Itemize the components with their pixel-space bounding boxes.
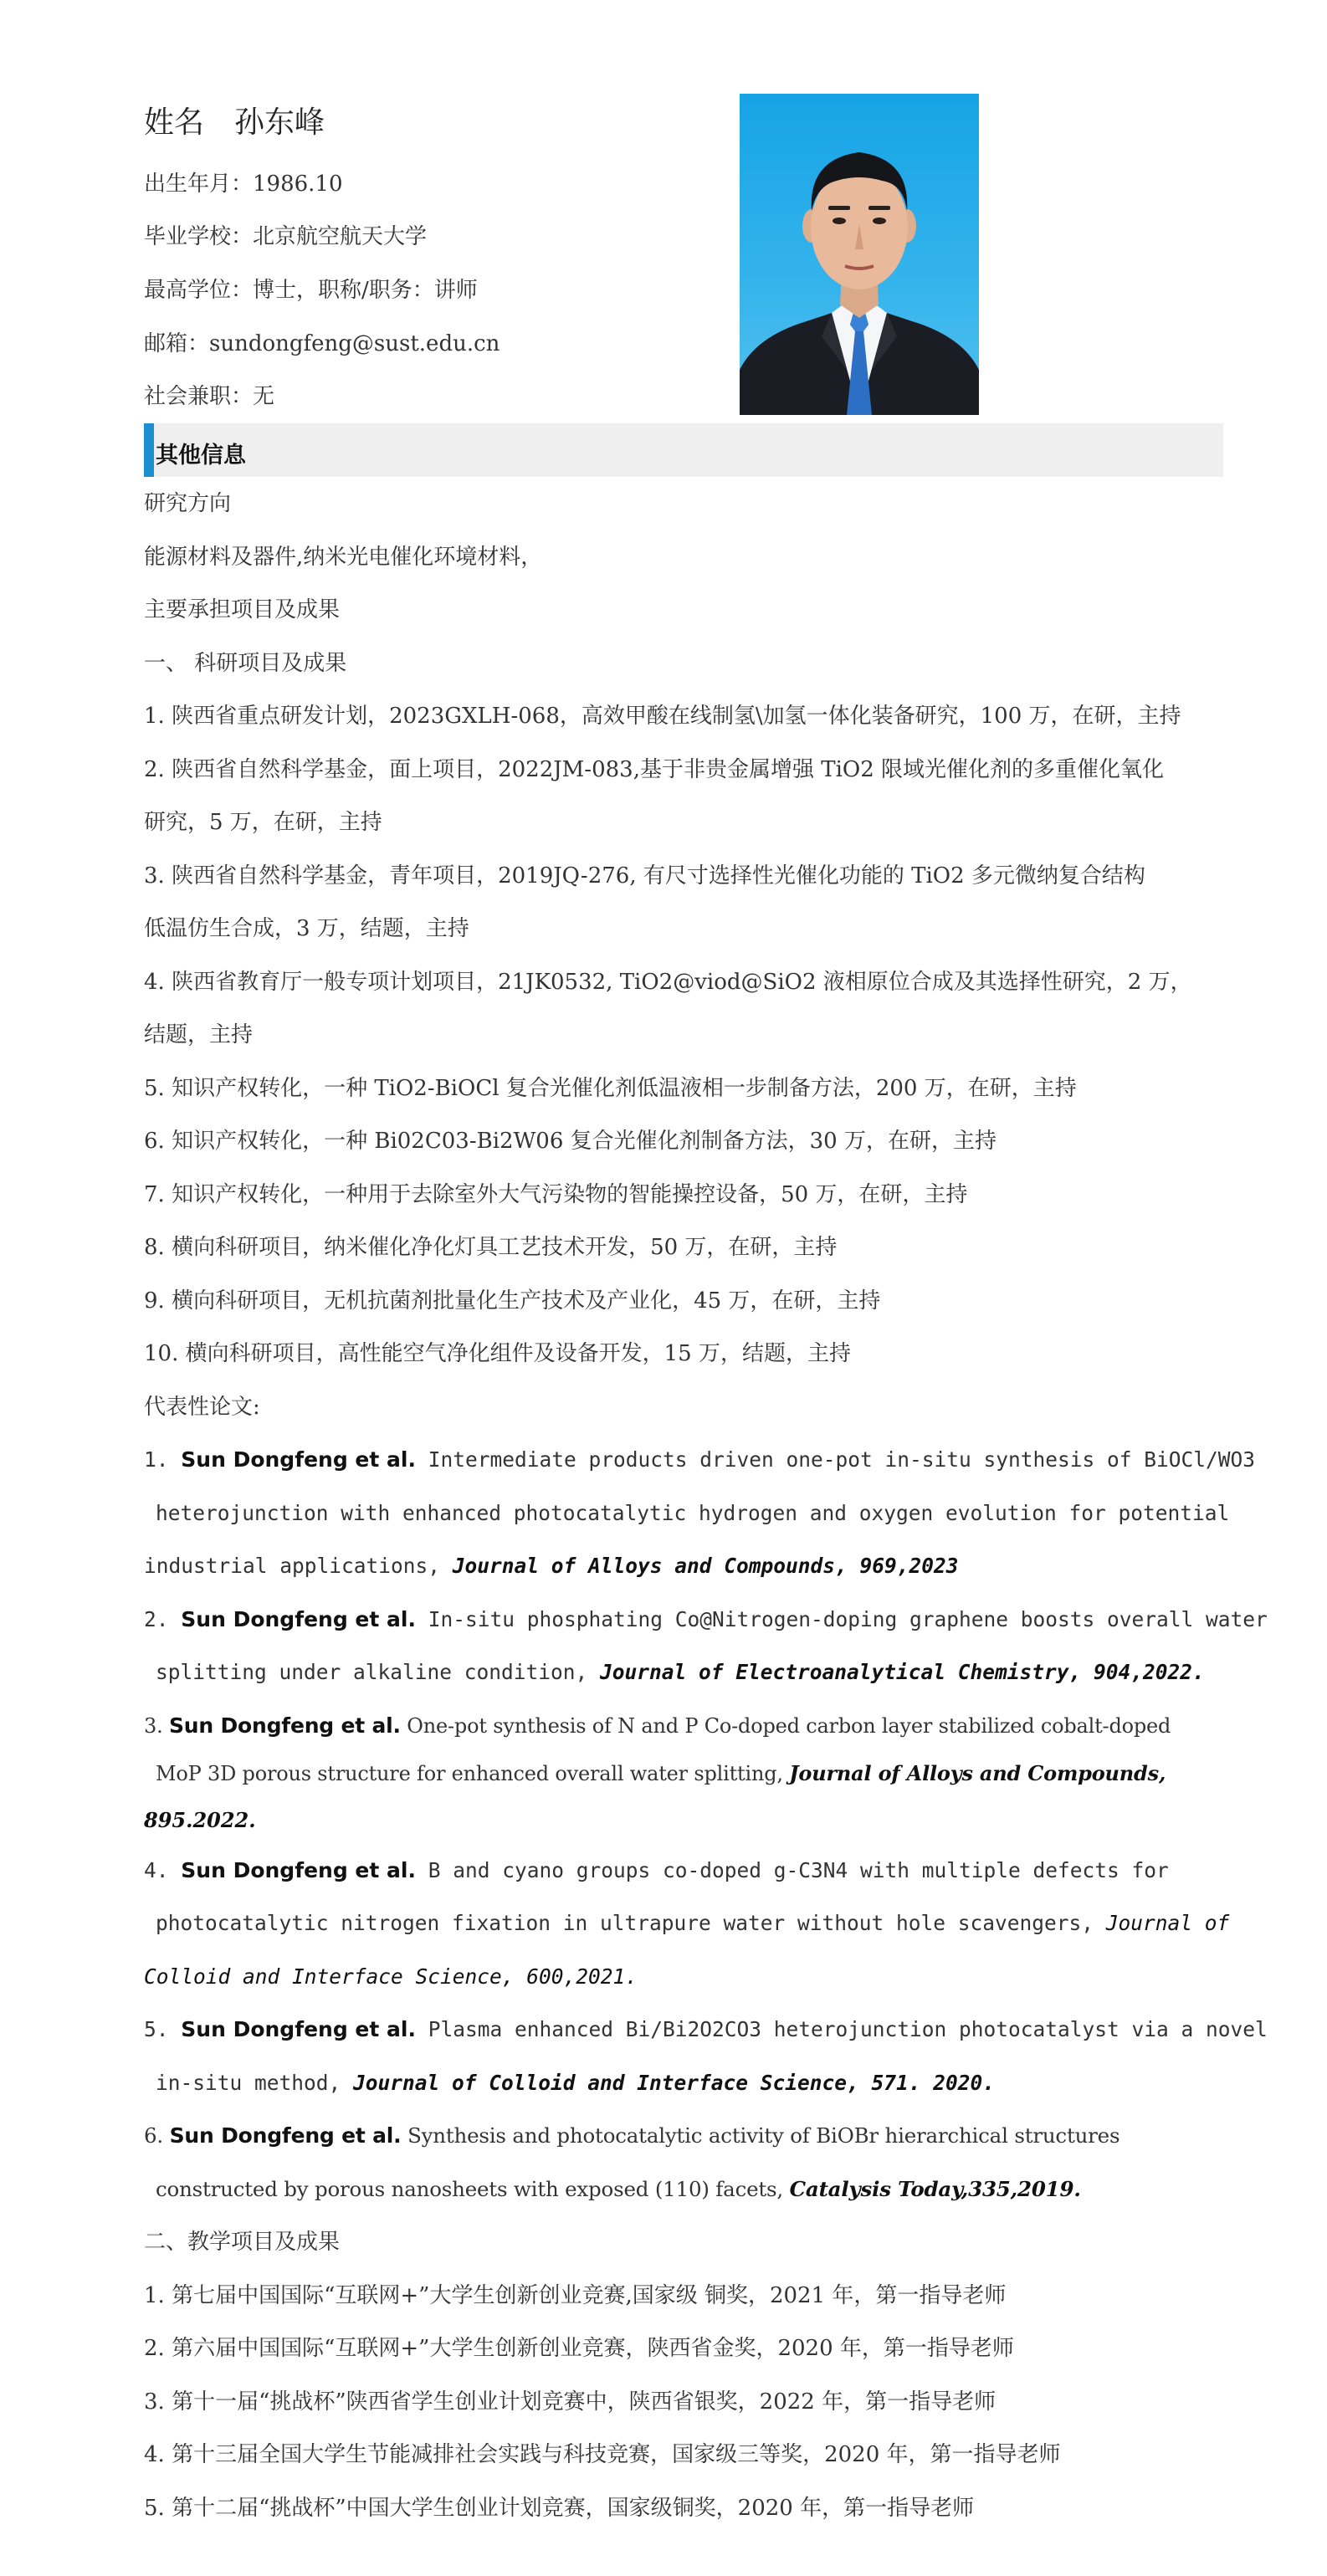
name-heading: [144, 99, 325, 141]
paper-title: One-pot synthesis of N and P Co-doped carbon layer stabilized cobalt-doped: [407, 1714, 1171, 1738]
section-title: 其他信息: [156, 443, 246, 469]
paper-author: Sun Dongfeng et al.: [181, 1607, 416, 1631]
paper-journal: Journal of Colloid and Interface Science, 571. 2020.: [353, 2071, 996, 2095]
project-item-continued: 低温仿生合成，3 万，结题，主持: [144, 916, 469, 941]
paper-item-continued: in-situ method, Journal of Colloid and Interface Science, 571. 2020.: [156, 2071, 996, 2095]
paper-item-continued: Colloid and Interface Science, 600,2021.: [144, 1964, 638, 1989]
paper-journal: Catalysis Today,335,2019.: [789, 2177, 1081, 2201]
paper-item-continued: splitting under alkaline condition, Journal of Electroanalytical Chemistry, 904,2022.: [156, 1660, 1205, 1684]
paper-title: Plasma enhanced Bi/Bi2O2CO3 heterojunction photocatalyst via a novel: [428, 2017, 1268, 2041]
profile-photo: [740, 94, 979, 415]
paper-item: 5. Sun Dongfeng et al. Plasma enhanced Bi/Bi2O2CO3 heterojunction photocatalyst via a novel: [144, 2017, 1268, 2041]
section-header-other-info: [144, 423, 1223, 477]
paper-author: Sun Dongfeng et al.: [181, 1447, 416, 1472]
portrait-illustration: [740, 94, 979, 415]
teaching-item: 4. 第十三届全国大学生节能减排社会实践与科技竞赛，国家级三等奖，2020 年，第一指导老师: [144, 2442, 1061, 2467]
school-line: 毕业学校：北京航空航天大学: [144, 224, 428, 249]
project-item: 6. 知识产权转化，一种 Bi02C03-Bi2W06 复合光催化剂制备方法，30 万，在研，主持: [144, 1129, 997, 1154]
projects-heading: 主要承担项目及成果: [144, 597, 341, 622]
paper-author: Sun Dongfeng et al.: [168, 1713, 401, 1738]
paper-item-continued: heterojunction with enhanced photocatalytic hydrogen and oxygen evolution for potential: [156, 1501, 1230, 1525]
section-accent-bar: [144, 423, 154, 477]
teaching-item: 5. 第十二届“挑战杯”中国大学生创业计划竞赛，国家级铜奖，2020 年，第一指导老师: [144, 2496, 975, 2521]
project-item: 1. 陕西省重点研发计划，2023GXLH-068，高效甲酸在线制氢\加氢一体化装备研究，100 万，在研，主持: [144, 704, 1181, 729]
research-heading: 研究方向: [144, 491, 232, 516]
birth-line: 出生年月：1986.10: [144, 172, 343, 197]
paper-journal: Journal of Alloys and Compounds, 969,2023: [452, 1554, 959, 1578]
project-item: 4. 陕西省教育厅一般专项计划项目，21JK0532, TiO2@viod@SiO2 液相原位合成及其选择性研究，2 万，: [144, 970, 1192, 995]
name-value: 孙东峰: [234, 105, 325, 140]
paper-item: 1. Sun Dongfeng et al. Intermediate products driven one-pot in-situ synthesis of BiOCl/WO3: [144, 1447, 1256, 1472]
paper-title: Intermediate products driven one-pot in-situ synthesis of BiOCl/WO3: [428, 1447, 1256, 1472]
project-item-continued: 结题，主持: [144, 1022, 254, 1047]
project-item: 2. 陕西省自然科学基金，面上项目，2022JM-083,基于非贵金属增强 TiO2 限域光催化剂的多重催化氧化: [144, 757, 1165, 782]
project-item: 5. 知识产权转化，一种 TiO2-BiOCl 复合光催化剂低温液相一步制备方法，200 万，在研，主持: [144, 1076, 1077, 1101]
project-item: 3. 陕西省自然科学基金，青年项目，2019JQ-276, 有尺寸选择性光催化功能的 TiO2 多元微纳复合结构: [144, 863, 1145, 889]
teaching-item: 3. 第十一届“挑战杯”陕西省学生创业计划竞赛中，陕西省银奖，2022 年，第一指导老师: [144, 2389, 997, 2415]
project-item-continued: 研究，5 万，在研，主持: [144, 810, 382, 835]
paper-title: In-situ phosphating Co@Nitrogen-doping graphene boosts overall water: [428, 1607, 1268, 1631]
paper-item-continued: 895.2022.: [144, 1808, 256, 1832]
project-item: 10. 横向科研项目，高性能空气净化组件及设备开发，15 万，结题，主持: [144, 1341, 851, 1366]
email-line: 邮箱：sundongfeng@sust.edu.cn: [144, 331, 500, 356]
paper-item-continued: constructed by porous nanosheets with exposed (110) facets, Catalysis Today,335,2019.: [156, 2177, 1081, 2201]
project-item: 9. 横向科研项目，无机抗菌剂批量化生产技术及产业化，45 万，在研，主持: [144, 1288, 881, 1314]
project-item: 7. 知识产权转化，一种用于去除室外大气污染物的智能操控设备，50 万，在研，主持: [144, 1182, 968, 1207]
degree-line: 最高学位：博士，职称/职务：讲师: [144, 278, 478, 303]
paper-journal: Journal of Alloys and Compounds,: [789, 1761, 1166, 1785]
teaching-item: 2. 第六届中国国际“互联网+”大学生创新创业竞赛，陕西省金奖，2020 年，第一指导老师: [144, 2336, 1014, 2361]
paper-item-continued: photocatalytic nitrogen fixation in ultrapure water without hole scavengers, Journal of: [156, 1911, 1230, 1935]
teaching-item: 1. 第七届中国国际“互联网+”大学生创新创业竞赛,国家级 铜奖，2021 年，第一指导老师: [144, 2283, 1007, 2308]
name-label: 姓名: [144, 105, 205, 140]
paper-title: B and cyano groups co-doped g-C3N4 with multiple defects for: [428, 1858, 1169, 1882]
teaching-heading: 二、教学项目及成果: [144, 2230, 341, 2255]
paper-item: 2. Sun Dongfeng et al. In-situ phosphating Co@Nitrogen-doping graphene boosts overall water: [144, 1607, 1268, 1631]
paper-title: Synthesis and photocatalytic activity of BiOBr hierarchical structures: [407, 2123, 1120, 2148]
paper-author: Sun Dongfeng et al.: [181, 2017, 416, 2041]
social-line: 社会兼职：无: [144, 384, 275, 409]
research-content: 能源材料及器件,纳米光电催化环境材料，: [144, 545, 543, 570]
research-projects-subheading: 一、 科研项目及成果: [144, 651, 347, 676]
paper-journal: Journal of: [1105, 1911, 1230, 1935]
paper-item: 4. Sun Dongfeng et al. B and cyano groups co-doped g-C3N4 with multiple defects for: [144, 1858, 1169, 1882]
paper-item-continued: industrial applications, Journal of Alloys and Compounds, 969,2023: [144, 1554, 959, 1578]
paper-item-continued: MoP 3D porous structure for enhanced overall water splitting, Journal of Alloys and Compounds,: [156, 1761, 1166, 1785]
paper-author: Sun Dongfeng et al.: [181, 1858, 416, 1882]
paper-item: 6. Sun Dongfeng et al. Synthesis and photocatalytic activity of BiOBr hierarchical structures: [144, 2123, 1120, 2148]
papers-heading: 代表性论文:: [144, 1395, 260, 1420]
project-item: 8. 横向科研项目，纳米催化净化灯具工艺技术开发，50 万，在研，主持: [144, 1235, 838, 1260]
paper-item: 3. Sun Dongfeng et al. One-pot synthesis of N and P Co-doped carbon layer stabilized cobalt-doped: [144, 1713, 1171, 1738]
paper-author: Sun Dongfeng et al.: [169, 2123, 402, 2148]
paper-journal: Journal of Electroanalytical Chemistry, 904,2022.: [600, 1660, 1205, 1684]
